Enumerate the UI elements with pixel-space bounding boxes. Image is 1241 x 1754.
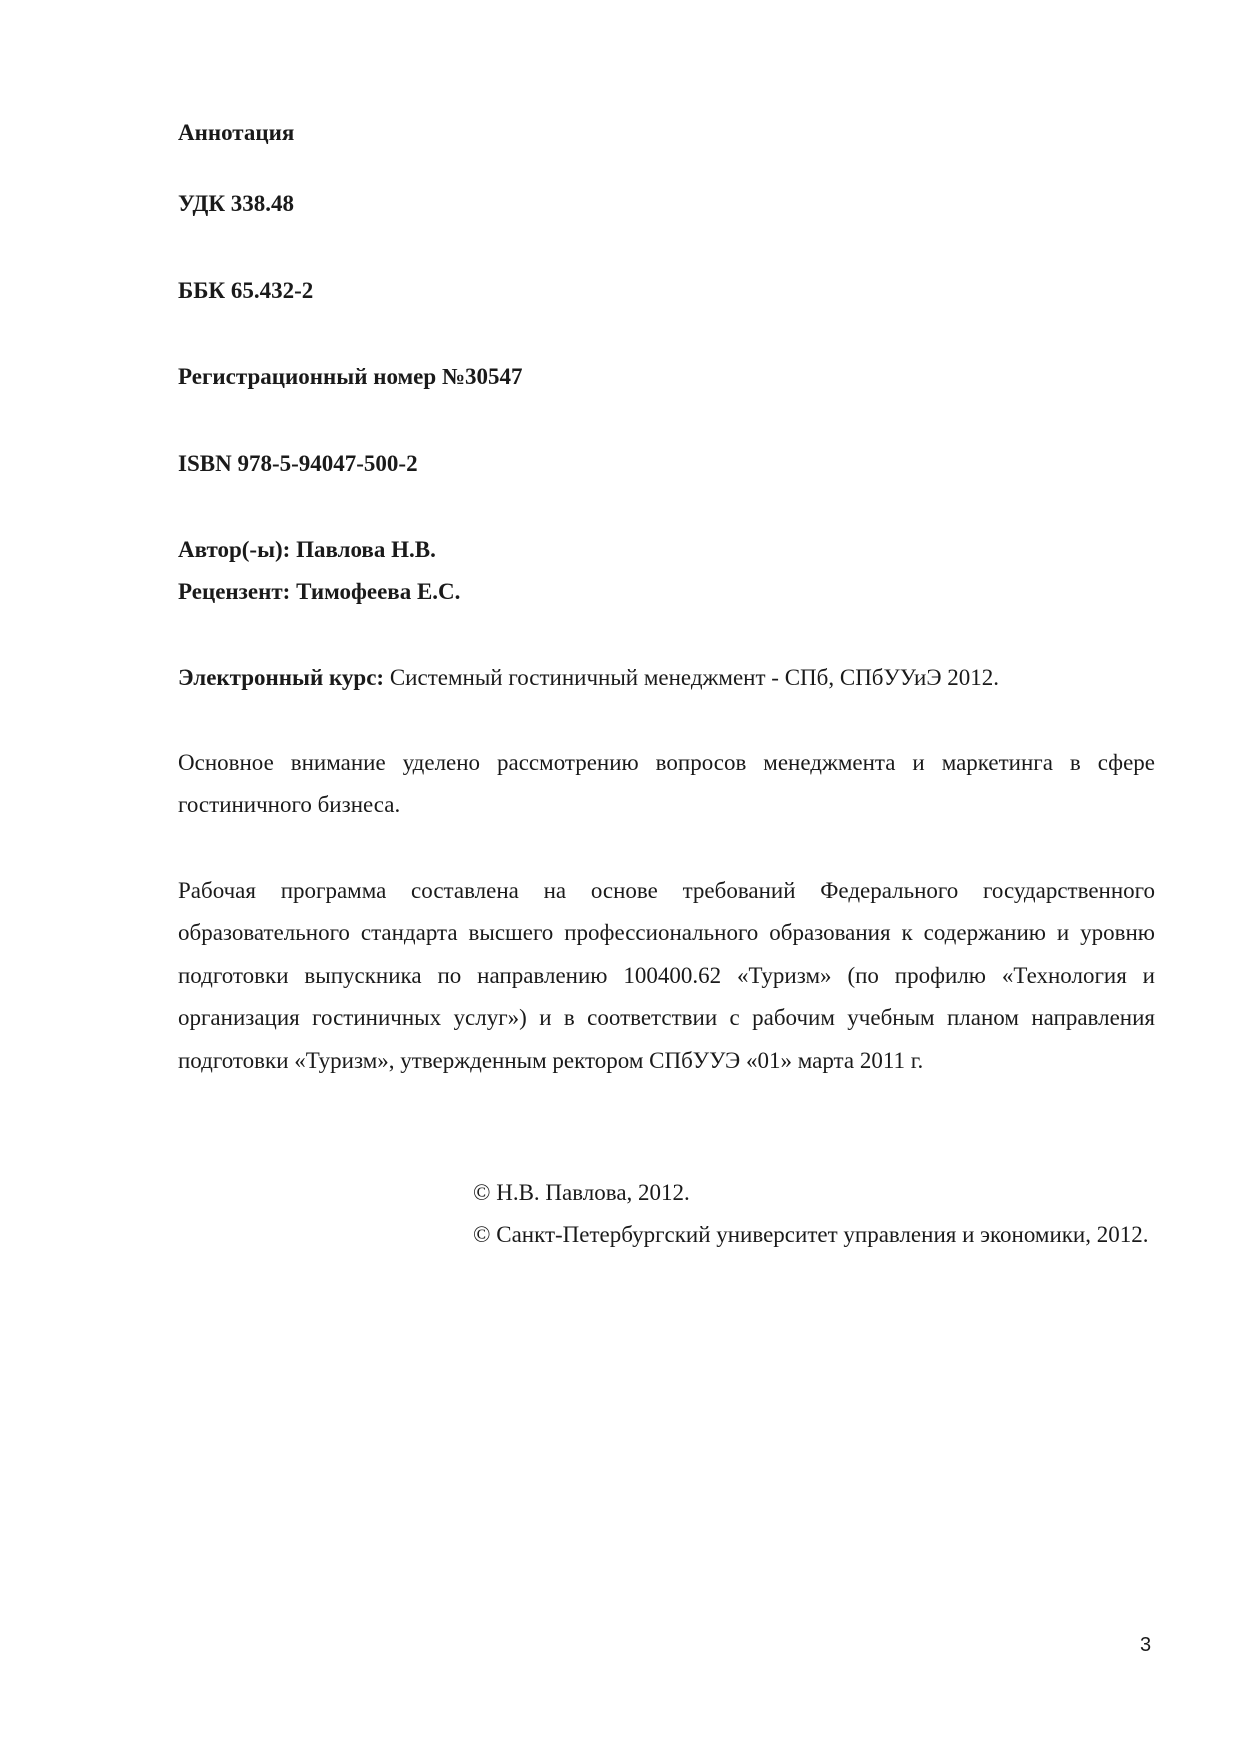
course-line bbox=[178, 663, 999, 693]
course-label: Электронный курс: bbox=[178, 665, 385, 690]
annotation-title: Аннотация bbox=[178, 120, 295, 145]
copyright-author: © Н.В. Павлова, 2012. bbox=[473, 1180, 690, 1205]
course-text: Системный гостиничный менеджмент - СПб, СПбУУиЭ 2012. bbox=[384, 665, 1000, 690]
paragraph-focus: Основное внимание уделено рассмотрению вопросов менеджмента и маркетинга в сфере гостиничного бизнеса. bbox=[178, 750, 1155, 818]
isbn: ISBN 978-5-94047-500-2 bbox=[178, 451, 418, 476]
registration-number: Регистрационный номер №30547 bbox=[178, 364, 523, 389]
bbk-code: ББК 65.432-2 bbox=[178, 278, 314, 303]
paragraph-program: Рабочая программа составлена на основе требований Федерального государственного образовательного стандарта высшего профессионального образования к содержанию и уровню подготовки выпускника по направлению 100400.62 «Туризм» (по профилю «Технология и организация гостиничных услуг») и в соответствии с рабочим учебным планом направления подготовки «Туризм», утвержденным ректором СПбУУЭ «01» марта 2011 г. bbox=[178, 878, 1155, 1073]
author: Автор(-ы): Павлова Н.В. bbox=[178, 537, 436, 562]
page-number: 3 bbox=[1140, 1634, 1152, 1656]
udk-code: УДК 338.48 bbox=[178, 191, 295, 216]
copyright-university: © Санкт-Петербургский университет управления и экономики, 2012. bbox=[473, 1222, 1149, 1247]
reviewer: Рецензент: Тимофеева Е.С. bbox=[178, 579, 461, 604]
